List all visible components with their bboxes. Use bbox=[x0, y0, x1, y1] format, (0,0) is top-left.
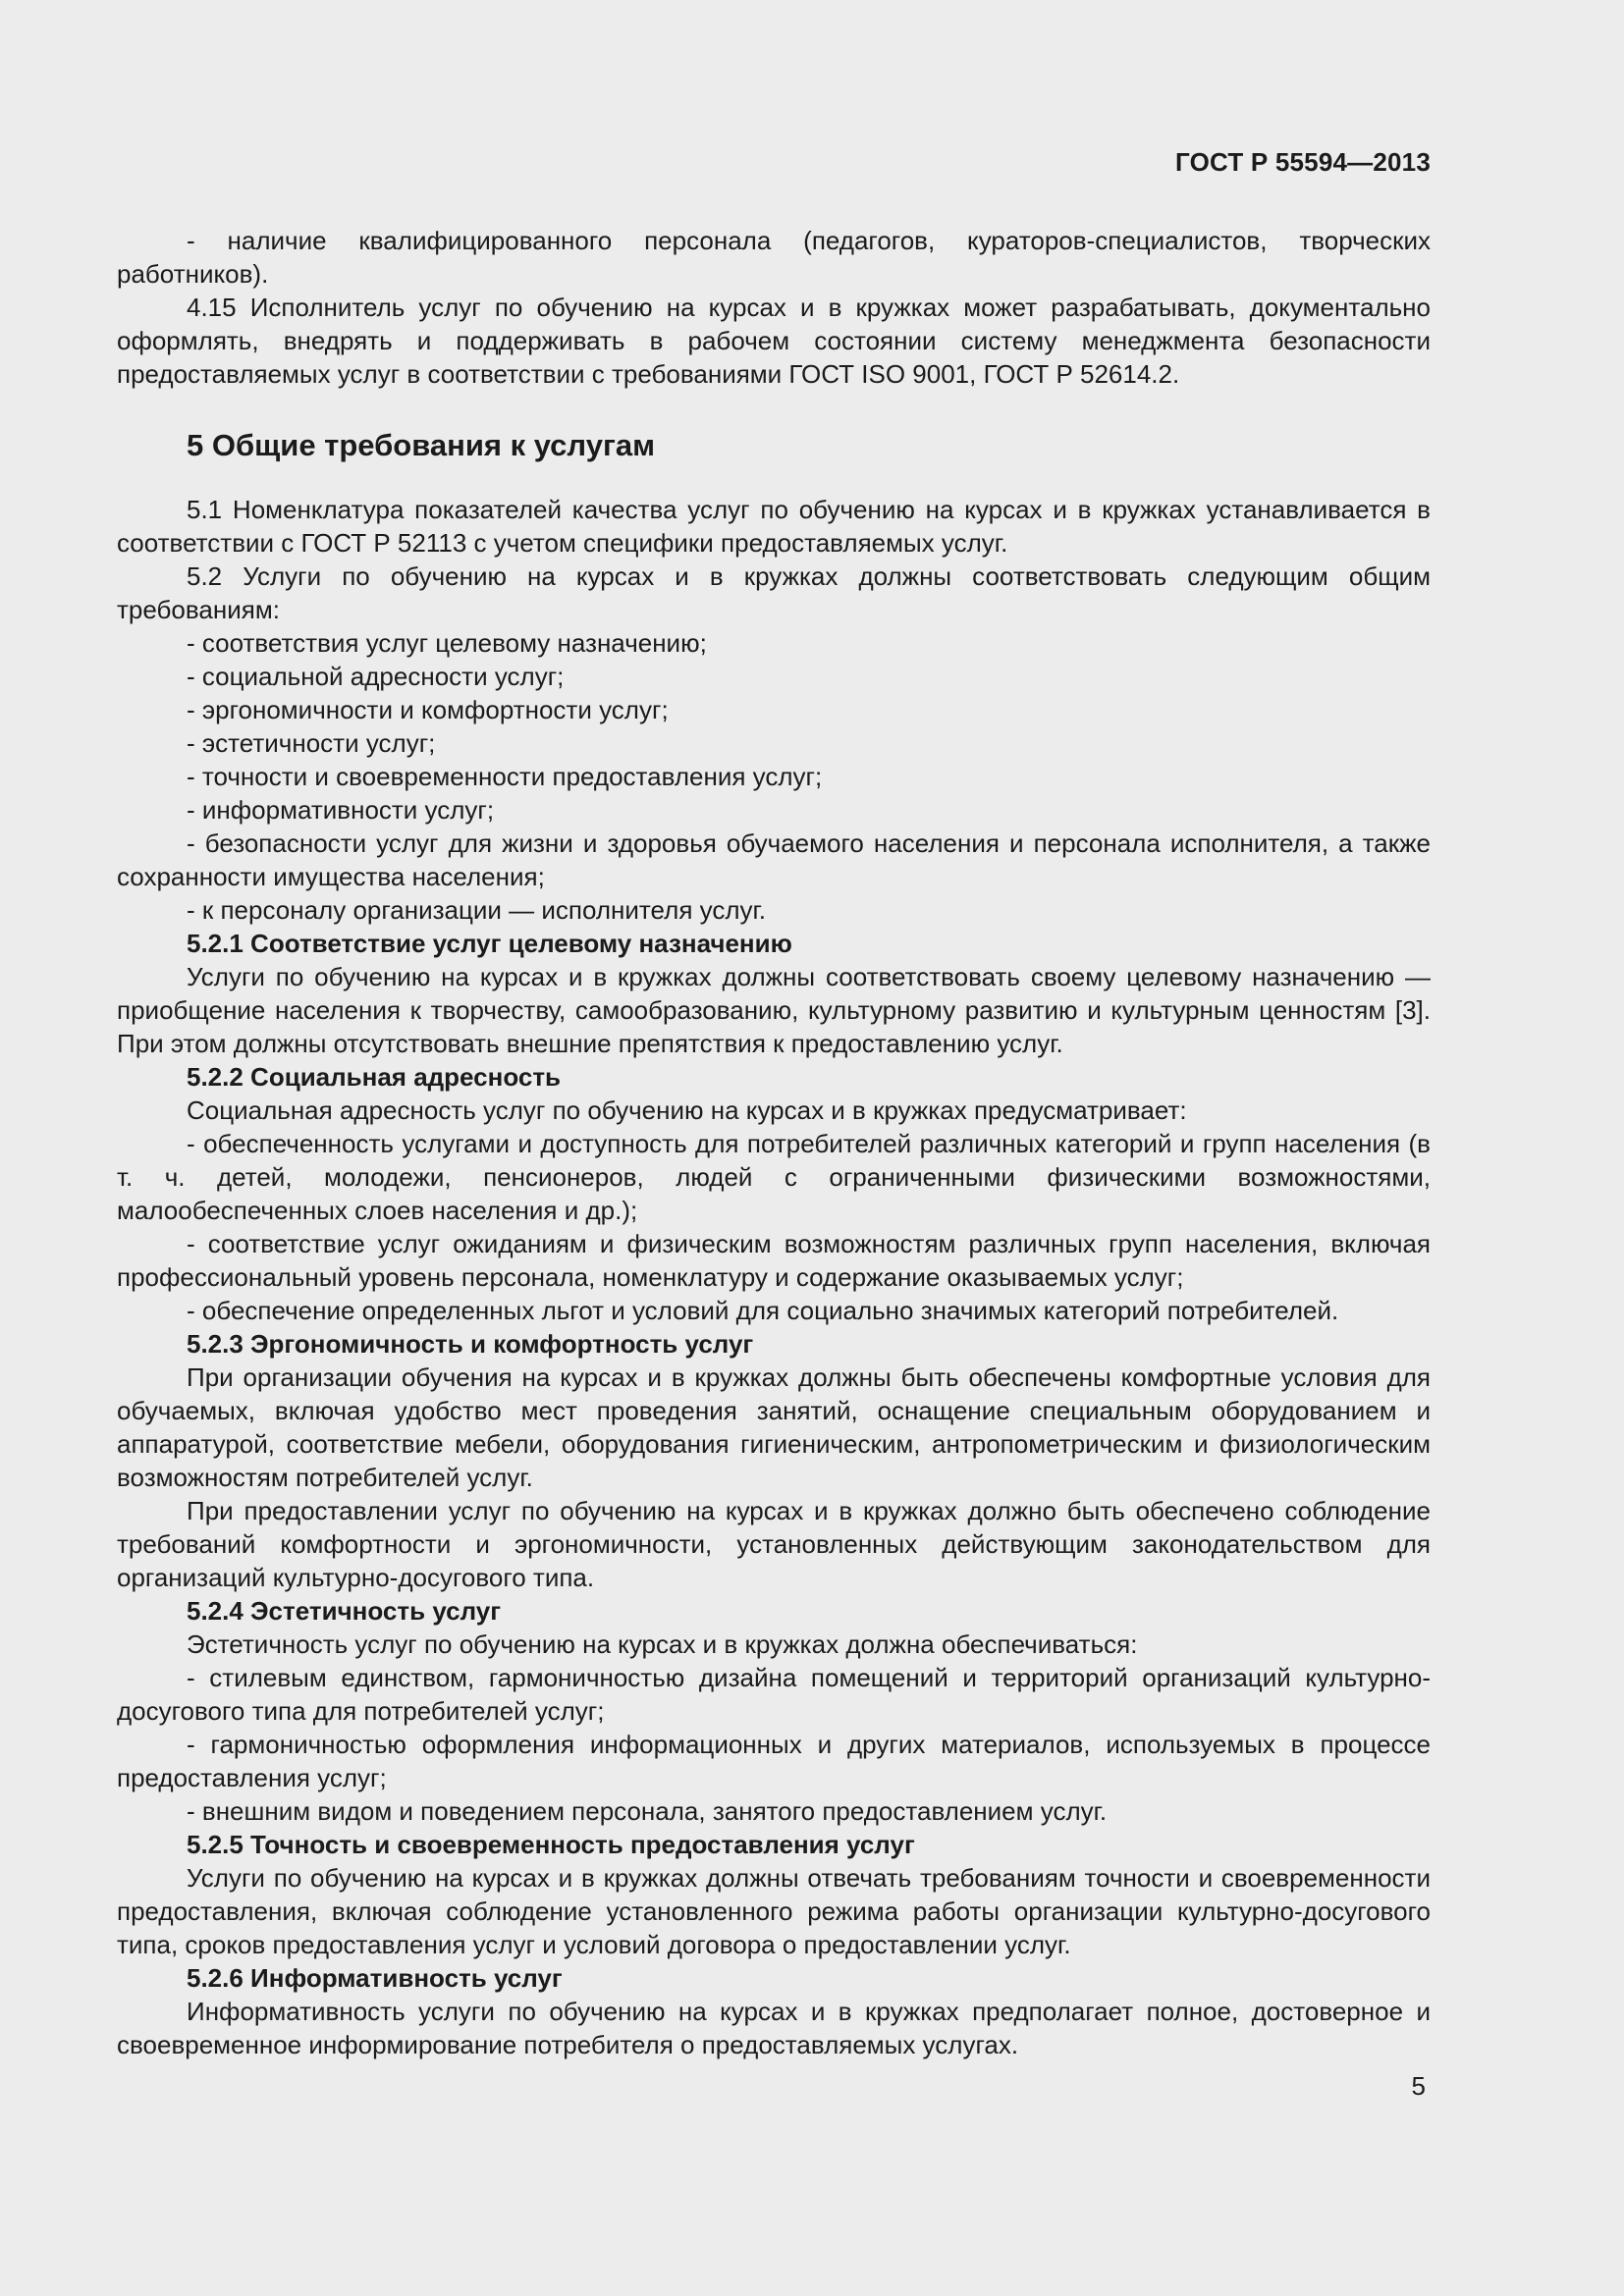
list-item: - точности и своевременности предоставления услуг; bbox=[187, 762, 823, 791]
paragraph: 4.15 Исполнитель услуг по обучению на курсах и в кружках может разрабатывать, документально оформлять, внедрять и поддерживать в рабочем состоянии систему менеджмента безопасности предоставляемых услуг в соответствии с требованиями ГОСТ ISO 9001, ГОСТ Р 52614.2. bbox=[117, 293, 1431, 389]
list-item: - эргономичности и комфортности услуг; bbox=[187, 695, 669, 724]
list-item: - к персоналу организации — исполнителя услуг. bbox=[187, 895, 767, 925]
subsection-heading: 5.2.6 Информативность услуг bbox=[187, 1963, 563, 1993]
paragraph: Услуги по обучению на курсах и в кружках должны отвечать требованиям точности и своевременности предоставления, включая соблюдение установленного режима работы организации культурно-досугового типа, сроков предоставления услуг и условий договора о предоставлении услуг. bbox=[117, 1863, 1431, 1959]
section-heading: 5 Общие требования к услугам bbox=[187, 428, 656, 462]
document-header: ГОСТ Р 55594—2013 bbox=[1175, 147, 1431, 177]
subsection-heading: 5.2.5 Точность и своевременность предоставления услуг bbox=[187, 1830, 915, 1859]
list-item: - обеспечение определенных льгот и условий для социально значимых категорий потребителей. bbox=[187, 1296, 1339, 1325]
subsection-heading: 5.2.2 Социальная адресность bbox=[187, 1062, 562, 1092]
paragraph: Эстетичность услуг по обучению на курсах и в кружках должна обеспечиваться: bbox=[187, 1629, 1138, 1659]
list-item: - эстетичности услуг; bbox=[187, 728, 436, 758]
subsection-heading: 5.2.3 Эргономичность и комфортность услуг bbox=[187, 1329, 754, 1359]
subsection-heading: 5.2.4 Эстетичность услуг bbox=[187, 1596, 502, 1626]
list-item: - соответствие услуг ожиданиям и физическим возможностям различных групп населения, включая профессиональный уровень персонала, номенклатуру и содержание оказываемых услуг; bbox=[117, 1229, 1431, 1292]
list-item: - внешним видом и поведением персонала, занятого предоставлением услуг. bbox=[187, 1796, 1108, 1826]
paragraph: Социальная адресность услуг по обучению на курсах и в кружках предусматривает: bbox=[187, 1095, 1187, 1125]
paragraph: 5.1 Номенклатура показателей качества услуг по обучению на курсах и в кружках устанавливается в соответствии с ГОСТ Р 52113 с учетом специфики предоставляемых услуг. bbox=[117, 495, 1431, 558]
list-item: - социальной адресности услуг; bbox=[187, 662, 565, 691]
document-body bbox=[117, 224, 1431, 2061]
paragraph: Услуги по обучению на курсах и в кружках должны соответствовать своему целевому назначению — приобщение населения к творчеству, самообразованию, культурному развитию и культурным ценностям [3]. При этом должны отсутствовать внешние препятствия к предоставлению услуг. bbox=[117, 962, 1431, 1058]
list-item: - соответствия услуг целевому назначению; bbox=[187, 628, 707, 658]
list-item: - безопасности услуг для жизни и здоровья обучаемого населения и персонала исполнителя, а также сохранности имущества населения; bbox=[117, 828, 1431, 891]
paragraph: - наличие квалифицированного персонала (педагогов, кураторов-специалистов, творческих работников). bbox=[117, 226, 1431, 289]
paragraph: 5.2 Услуги по обучению на курсах и в кружках должны соответствовать следующим общим требованиям: bbox=[117, 561, 1431, 624]
list-item: - стилевым единством, гармоничностью дизайна помещений и территорий организаций культурно-досугового типа для потребителей услуг; bbox=[117, 1663, 1431, 1726]
paragraph: При предоставлении услуг по обучению на курсах и в кружках должно быть обеспечено соблюдение требований комфортности и эргономичности, установленных действующим законодательством для организаций культурно-досугового типа. bbox=[117, 1496, 1431, 1592]
list-item: - гармоничностью оформления информационных и других материалов, используемых в процессе предоставления услуг; bbox=[117, 1730, 1431, 1792]
subsection-heading: 5.2.1 Соответствие услуг целевому назначению bbox=[187, 929, 792, 958]
list-item: - информативности услуг; bbox=[187, 795, 495, 825]
paragraph: Информативность услуги по обучению на курсах и в кружках предполагает полное, достоверное и своевременное информирование потребителя о предоставляемых услугах. bbox=[117, 1997, 1431, 2059]
page-number: 5 bbox=[1411, 2071, 1426, 2101]
list-item: - обеспеченность услугами и доступность для потребителей различных категорий и групп населения (в т. ч. детей, молодежи, пенсионеров, людей с ограниченными физическими возможностями, малообеспеченных слоев населения и др.); bbox=[117, 1129, 1431, 1225]
paragraph: При организации обучения на курсах и в кружках должны быть обеспечены комфортные условия для обучаемых, включая удобство мест проведения занятий, оснащение специальным оборудованием и аппаратурой, соответствие мебели, оборудования гигиеническим, антропометрическим и физиологическим возможностям потребителей услуг. bbox=[117, 1362, 1431, 1492]
